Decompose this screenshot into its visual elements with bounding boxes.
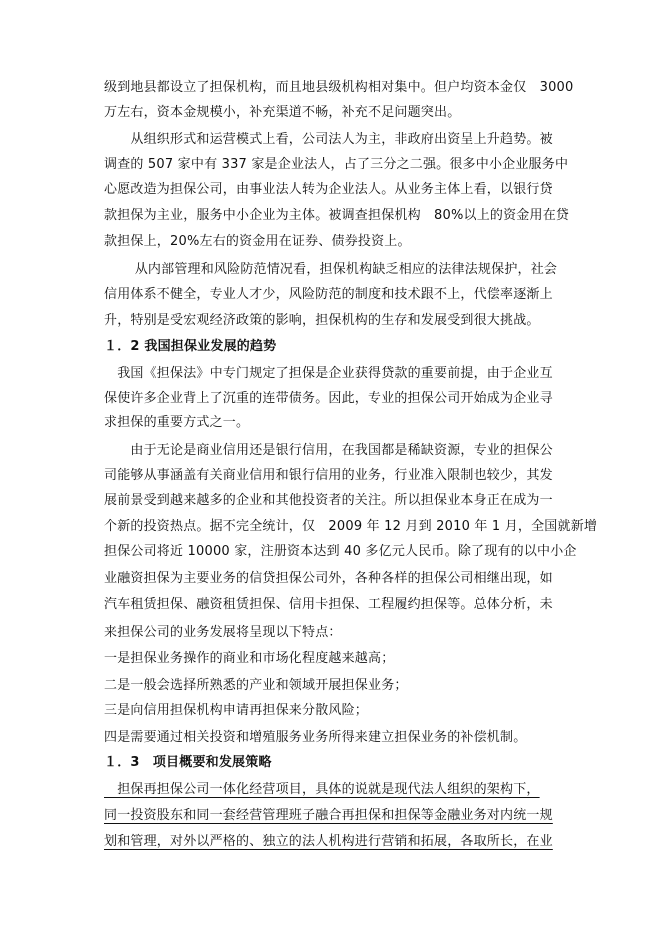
section-heading-1-3: １．3 项目概要和发展策略 bbox=[104, 755, 272, 770]
underlined-text-line: 担保再担保公司一体化经营项目，具体的说就是现代法人组织的架构下， bbox=[104, 782, 540, 797]
body-text-line: 汽车租赁担保、融资租赁担保、信用卡担保、工程履约担保等。总体分析，未 bbox=[104, 597, 553, 612]
body-text-line: 信用体系不健全，专业人才少，风险防范的制度和技术跟不上，代偿率逐渐上 bbox=[104, 287, 553, 302]
list-item-2: 二是一般会选择所熟悉的产业和领域开展担保业务； bbox=[104, 678, 408, 693]
body-text-line: 担保公司将近 10000 家，注册资本达到 40 多亿元人民币。除了现有的以中小企 bbox=[104, 544, 577, 559]
body-text-line: 展前景受到越来越多的企业和其他投资者的关注。所以担保业本身正在成为一 bbox=[104, 493, 553, 508]
body-text-line: 从组织形式和运营模式上看，公司法人为主，非政府出资呈上升趋势。被 bbox=[104, 132, 553, 147]
body-text-line: 个新的投资热点。据不完全统计，仅 2009 年 12 月到 2010 年 1 月，全国就新增 bbox=[104, 519, 598, 534]
body-text-line: 调查的 507 家中有 337 家是企业法人，占了三分之二强。很多中小企业服务中 bbox=[104, 157, 569, 172]
list-item-4: 四是需要通过相关投资和增殖服务业务所得来建立担保业务的补偿机制。 bbox=[104, 730, 527, 745]
body-text-line: 从内部管理和风险防范情况看，担保机构缺乏相应的法律法规保护，社会 bbox=[104, 262, 558, 277]
body-text-line: 业融资担保为主要业务的信贷担保公司外，各种各样的担保公司相继出现，如 bbox=[104, 571, 553, 586]
underlined-text-line: 划和管理，对外以严格的、独立的法人机构进行营销和拓展，各取所长，在业 bbox=[104, 834, 553, 849]
body-text-line: 司能够从事涵盖有关商业信用和银行信用的业务，行业准入限制也较少，其发 bbox=[104, 468, 553, 483]
body-text-line: 款担保为主业，服务中小企业为主体。被调查担保机构 80%以上的资金用在贷 bbox=[104, 208, 570, 223]
body-text-line: 由于无论是商业信用还是银行信用，在我国都是稀缺资源，专业的担保公 bbox=[104, 443, 553, 458]
body-text-line: 求担保的重要方式之一。 bbox=[104, 415, 250, 430]
body-text-line: 款担保上，20%左右的资金用在证券、债券投资上。 bbox=[104, 234, 411, 249]
list-item-1: 一是担保业务操作的商业和市场化程度越来越高； bbox=[104, 651, 395, 666]
body-text-line: 我国《担保法》中专门规定了担保是企业获得贷款的重要前提，由于企业互 bbox=[104, 366, 553, 381]
underlined-text-line: 同一投资股东和同一套经营管理班子融合再担保和担保等金融业务对内统一规 bbox=[104, 808, 553, 823]
body-text-line: 保使许多企业背上了沉重的连带债务。因此，专业的担保公司开始成为企业寻 bbox=[104, 391, 553, 406]
body-text-line: 万左右，资本金规模小，补充渠道不畅，补充不足问题突出。 bbox=[104, 105, 461, 120]
body-text-line: 升，特别是受宏观经济政策的影响，担保机构的生存和发展受到很大挑战。 bbox=[104, 313, 540, 328]
body-text-line: 心愿改造为担保公司，由事业法人转为企业法人。从业务主体上看，以银行贷 bbox=[104, 182, 553, 197]
list-item-3: 三是向信用担保机构申请再担保来分散风险； bbox=[104, 703, 369, 718]
body-text-line: 级到地县都设立了担保机构，而且地县级机构相对集中。但户均资本金仅 3000 bbox=[104, 80, 574, 95]
body-text-line: 来担保公司的业务发展将呈现以下特点： bbox=[104, 625, 342, 640]
section-heading-1-2: １．2 我国担保业发展的趋势 bbox=[104, 339, 277, 354]
